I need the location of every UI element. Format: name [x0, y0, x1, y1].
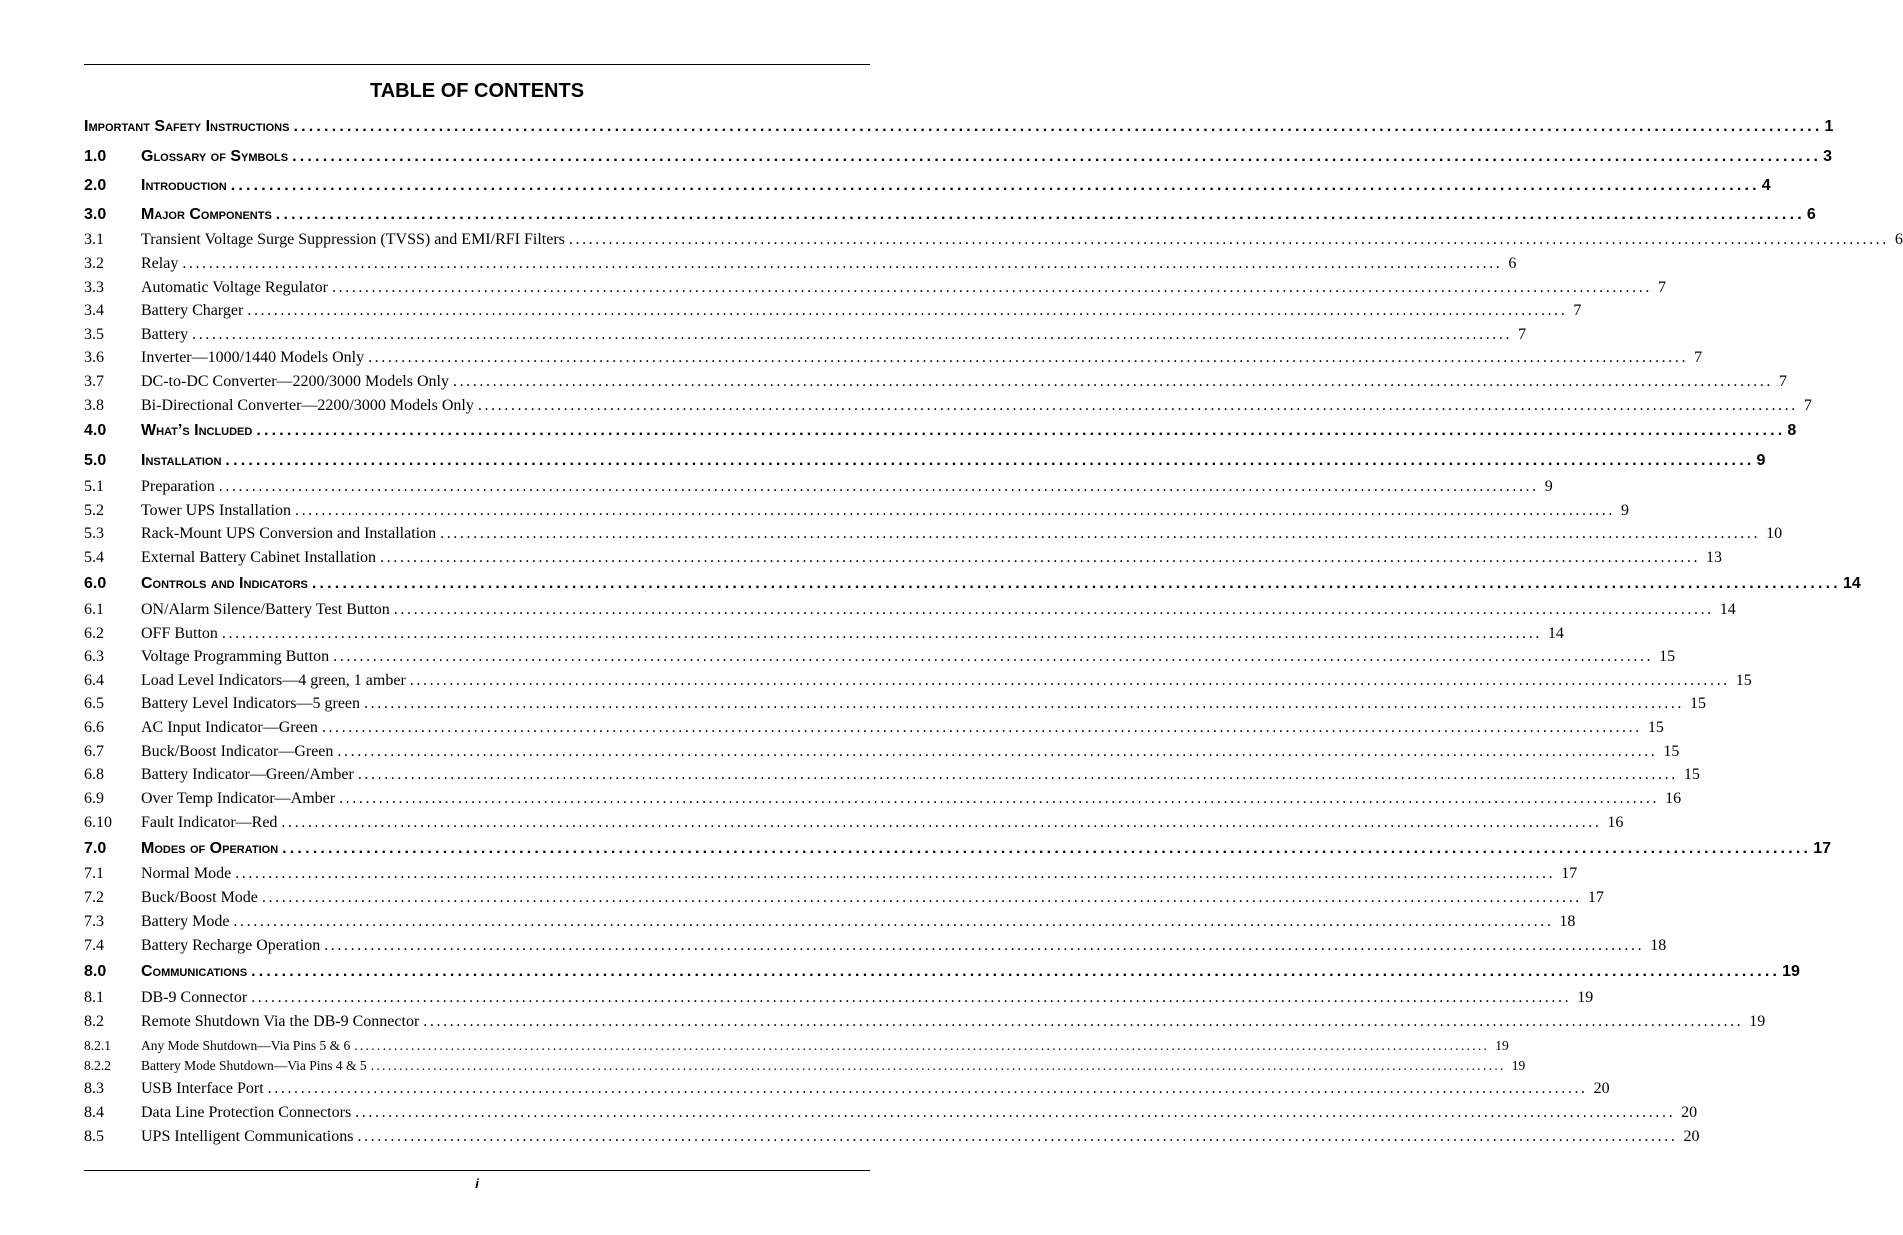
toc-entry[interactable] — [84, 116, 1834, 138]
toc-entry-number: 8.0 — [84, 963, 107, 980]
toc-entry-title: Rack-Mount UPS Conversion and Installation — [141, 525, 437, 542]
toc-entry-page: 1 — [1824, 118, 1834, 135]
dot-leader: ........................................................................................................................................................................................................ — [282, 840, 1812, 857]
dot-leader: ........................................................................................................................................................................................................ — [355, 1104, 1676, 1121]
toc-entry-page: 15 — [1690, 695, 1707, 712]
toc-entry-page: 10 — [1766, 525, 1783, 542]
toc-entry[interactable] — [84, 1036, 1509, 1056]
toc-entry-number: 6.1 — [84, 601, 104, 618]
dot-leader: ........................................................................................................................................................................................................ — [339, 790, 1660, 807]
toc-entry-page: 15 — [1683, 766, 1700, 783]
page-title: TABLE OF CONTENTS — [369, 80, 585, 102]
toc-entry-title: Controls and Indicators — [141, 575, 308, 592]
toc-entry[interactable] — [84, 670, 1752, 692]
toc-entry-number: 3.2 — [84, 255, 104, 272]
dot-leader: ........................................................................................................................................................................................................ — [477, 397, 1798, 414]
toc-entry-page: 7 — [1657, 279, 1666, 296]
toc-entry-number: 7.0 — [84, 840, 107, 857]
dot-leader: ........................................................................................................................................................................................................ — [293, 118, 1823, 135]
toc-entry-page: 20 — [1593, 1080, 1610, 1097]
toc-entry-number: 8.4 — [84, 1104, 104, 1121]
toc-entry[interactable] — [84, 347, 1703, 369]
toc-entry-title: Any Mode Shutdown—Via Pins 5 & 6 — [141, 1038, 351, 1053]
toc-entry-number: 3.6 — [84, 349, 104, 366]
toc-entry-number: 8.5 — [84, 1128, 104, 1145]
toc-entry[interactable] — [84, 599, 1736, 621]
toc-entry-number: 6.7 — [84, 743, 104, 760]
dot-leader: ........................................................................................................................................................................................................ — [357, 766, 1678, 783]
dot-leader: ........................................................................................................................................................................................................ — [261, 889, 1582, 906]
dot-leader: ........................................................................................................................................................................................................ — [292, 148, 1822, 165]
toc-entry[interactable] — [84, 253, 1517, 275]
dot-leader: ........................................................................................................................................................................................................ — [182, 255, 1503, 272]
toc-entry-title: Data Line Protection Connectors — [141, 1104, 352, 1121]
toc-entry-number: 7.1 — [84, 865, 104, 882]
toc-entry-number: 2.0 — [84, 177, 107, 194]
toc-entry-number: 5.3 — [84, 525, 104, 542]
dot-leader: ........................................................................................................................................................................................................ — [256, 422, 1786, 439]
dot-leader: ........................................................................................................................................................................................................ — [370, 1058, 1506, 1073]
toc-entry-title: What’s Included — [141, 422, 253, 439]
toc-entry-number: 8.2.1 — [84, 1038, 111, 1053]
toc-entry-page: 16 — [1665, 790, 1682, 807]
toc-entry[interactable] — [84, 987, 1594, 1009]
toc-entry-page: 7 — [1518, 326, 1527, 343]
toc-entry-number: 8.2 — [84, 1013, 104, 1030]
dot-leader: ........................................................................................................................................................................................................ — [233, 913, 1554, 930]
toc-entry-title: UPS Intelligent Communications — [141, 1128, 354, 1145]
toc-entry[interactable] — [84, 764, 1700, 786]
toc-entry[interactable] — [84, 300, 1582, 322]
toc-entry[interactable] — [84, 500, 1629, 522]
toc-entry-number: 7.2 — [84, 889, 104, 906]
toc-entry-page: 19 — [1511, 1058, 1526, 1073]
toc-entry-title: Battery — [141, 326, 189, 343]
toc-entry-page: 6 — [1806, 206, 1816, 223]
toc-entry-number: 3.7 — [84, 373, 104, 390]
toc-entry-page: 7 — [1573, 302, 1582, 319]
dot-leader: ........................................................................................................................................................................................................ — [324, 937, 1645, 954]
toc-entry-number: 8.2.2 — [84, 1058, 111, 1073]
toc-entry-page: 7 — [1694, 349, 1703, 366]
toc-entry-page: 19 — [1782, 963, 1800, 980]
toc-entry-number: 6.6 — [84, 719, 104, 736]
toc-entry-title: Over Temp Indicator—Amber — [141, 790, 336, 807]
toc-entry[interactable] — [84, 547, 1723, 569]
dot-leader: ........................................................................................................................................................................................................ — [267, 1080, 1588, 1097]
toc-entry-number: 3.1 — [84, 231, 104, 248]
top-rule — [84, 64, 870, 65]
toc-entry-page: 19 — [1577, 989, 1594, 1006]
toc-entry[interactable] — [84, 838, 1831, 860]
toc-entry-title: OFF Button — [141, 625, 218, 642]
toc-entry[interactable] — [84, 911, 1576, 933]
toc-entry-page: 13 — [1706, 549, 1723, 566]
toc-entry[interactable] — [84, 623, 1564, 645]
toc-entry[interactable] — [84, 204, 1816, 226]
toc-entry-title: Glossary of Symbols — [141, 148, 289, 165]
toc-entry[interactable] — [84, 693, 1707, 715]
toc-entry-page: 17 — [1561, 865, 1578, 882]
toc-entry-number: 5.4 — [84, 549, 104, 566]
toc-entry-number: 4.0 — [84, 422, 107, 439]
toc-entry-page: 6 — [1894, 231, 1903, 248]
toc-entry[interactable] — [84, 717, 1664, 739]
toc-entry-page: 19 — [1495, 1038, 1509, 1053]
bottom-rule — [84, 1170, 870, 1171]
dot-leader: ........................................................................................................................................................................................................ — [393, 601, 1714, 618]
toc-entry[interactable] — [84, 812, 1624, 834]
toc-entry[interactable] — [84, 229, 1903, 251]
toc-entry[interactable] — [84, 1126, 1700, 1148]
toc-entry-title: Preparation — [141, 478, 215, 495]
dot-leader: ........................................................................................................................................................................................................ — [230, 177, 1760, 194]
toc-entry-number: 6.10 — [84, 814, 112, 831]
toc-entry-title: Battery Recharge Operation — [141, 937, 321, 954]
toc-entry-page: 15 — [1647, 719, 1664, 736]
toc-entry[interactable] — [84, 1011, 1766, 1033]
toc-entry[interactable] — [84, 573, 1861, 595]
toc-entry-number: 6.5 — [84, 695, 104, 712]
dot-leader: ........................................................................................................................................................................................................ — [281, 814, 1602, 831]
toc-entry-title: Modes of Operation — [141, 840, 279, 857]
toc-entry-title: Buck/Boost Mode — [141, 889, 258, 906]
toc-entry[interactable] — [84, 1056, 1526, 1076]
toc-entry[interactable] — [84, 1078, 1610, 1100]
toc-entry-title: External Battery Cabinet Installation — [141, 549, 377, 566]
toc-entry-number: 5.0 — [84, 452, 107, 469]
toc-entry-title: Remote Shutdown Via the DB-9 Connector — [141, 1013, 420, 1030]
toc-entry-title: Load Level Indicators—4 green, 1 amber — [141, 672, 406, 689]
toc-entry-title: Inverter—1000/1440 Models Only — [141, 349, 365, 366]
toc-entry-title: Transient Voltage Surge Suppression (TVSS) and EMI/RFI Filters — [141, 231, 565, 248]
toc-entry[interactable] — [84, 476, 1553, 498]
toc-entry-number: 6.4 — [84, 672, 104, 689]
toc-entry-page: 19 — [1749, 1013, 1766, 1030]
toc-entry-title: AC Input Indicator—Green — [141, 719, 318, 736]
dot-leader: ........................................................................................................................................................................................................ — [333, 648, 1654, 665]
dot-leader: ........................................................................................................................................................................................................ — [380, 549, 1701, 566]
toc-entry-number: 5.2 — [84, 502, 104, 519]
toc-entry-page: 9 — [1756, 452, 1766, 469]
toc-entry-title: DC-to-DC Converter—2200/3000 Models Only — [141, 373, 449, 390]
toc-entry-page: 18 — [1559, 913, 1576, 930]
toc-entry-title: DB-9 Connector — [141, 989, 248, 1006]
toc-entry-page: 16 — [1607, 814, 1624, 831]
toc-entry-page: 15 — [1735, 672, 1752, 689]
toc-entry-page: 20 — [1681, 1104, 1698, 1121]
toc-entry[interactable] — [84, 646, 1676, 668]
dot-leader: ........................................................................................................................................................................................................ — [568, 231, 1889, 248]
toc-entry[interactable] — [84, 523, 1783, 545]
toc-entry-title: Tower UPS Installation — [141, 502, 291, 519]
toc-entry[interactable] — [84, 146, 1833, 168]
toc-entry-title: Normal Mode — [141, 865, 232, 882]
toc-entry-page: 7 — [1803, 397, 1812, 414]
toc-entry-title: Battery Mode Shutdown—Via Pins 4 & 5 — [141, 1058, 367, 1073]
toc-entry-page: 15 — [1659, 648, 1676, 665]
dot-leader: ........................................................................................................................................................................................................ — [275, 206, 1805, 223]
toc-entry-title: Fault Indicator—Red — [141, 814, 278, 831]
toc-entry-title: Installation — [141, 452, 222, 469]
toc-entry[interactable] — [84, 741, 1680, 763]
toc-entry[interactable] — [84, 175, 1771, 197]
toc-entry-number: 3.5 — [84, 326, 104, 343]
dot-leader: ........................................................................................................................................................................................................ — [321, 719, 1642, 736]
dot-leader: ........................................................................................................................................................................................................ — [251, 963, 1781, 980]
toc-entry-page: 14 — [1719, 601, 1736, 618]
toc-entry-number: 3.4 — [84, 302, 104, 319]
toc-entry[interactable] — [84, 420, 1797, 442]
toc-entry[interactable] — [84, 450, 1766, 472]
toc-entry-page: 9 — [1620, 502, 1629, 519]
toc-entry[interactable] — [84, 277, 1666, 299]
dot-leader: ........................................................................................................................................................................................................ — [440, 525, 1761, 542]
toc-entry-number: 6.3 — [84, 648, 104, 665]
toc-entry-title: Buck/Boost Indicator—Green — [141, 743, 334, 760]
toc-entry-page: 20 — [1683, 1128, 1700, 1145]
toc-entry-page: 14 — [1842, 575, 1861, 592]
dot-leader: ........................................................................................................................................................................................................ — [221, 625, 1542, 642]
toc-entry-page: 15 — [1663, 743, 1680, 760]
dot-leader: ........................................................................................................................................................................................................ — [311, 575, 1841, 592]
dot-leader: ........................................................................................................................................................................................................ — [251, 989, 1572, 1006]
dot-leader: ........................................................................................................................................................................................................ — [235, 865, 1556, 882]
toc-entry[interactable] — [84, 371, 1787, 393]
toc-entry-title: USB Interface Port — [141, 1080, 264, 1097]
toc-entry-number: 6.9 — [84, 790, 104, 807]
dot-leader: ........................................................................................................................................................................................................ — [354, 1038, 1490, 1053]
toc-entry[interactable] — [84, 863, 1578, 885]
toc-entry[interactable] — [84, 788, 1682, 810]
toc-entry-page: 9 — [1544, 478, 1553, 495]
toc-entry-number: 8.1 — [84, 989, 104, 1006]
dot-leader: ........................................................................................................................................................................................................ — [452, 373, 1773, 390]
toc-entry-title: Battery Mode — [141, 913, 230, 930]
toc-entry[interactable] — [84, 1102, 1698, 1124]
toc-entry-number: 6.8 — [84, 766, 104, 783]
dot-leader: ........................................................................................................................................................................................................ — [337, 743, 1658, 760]
toc-entry-page: 17 — [1813, 840, 1831, 857]
toc-entry-page: 4 — [1761, 177, 1771, 194]
dot-leader: ........................................................................................................................................................................................................ — [192, 326, 1513, 343]
toc-entry-number: 3.3 — [84, 279, 104, 296]
toc-entry-page: 14 — [1547, 625, 1564, 642]
dot-leader: ........................................................................................................................................................................................................ — [247, 302, 1568, 319]
toc-entry-page: 3 — [1823, 148, 1833, 165]
toc-entry-title: Automatic Voltage Regulator — [141, 279, 328, 296]
toc-entry-number: 3.0 — [84, 206, 107, 223]
toc-entry[interactable] — [84, 935, 1667, 957]
dot-leader: ........................................................................................................................................................................................................ — [294, 502, 1615, 519]
toc-entry-number: 3.8 — [84, 397, 104, 414]
toc-entry-page: 7 — [1778, 373, 1787, 390]
toc-entry-title: Voltage Programming Button — [141, 648, 330, 665]
toc-entry[interactable] — [84, 961, 1800, 983]
toc-entry-number: 5.1 — [84, 478, 104, 495]
toc-entry-title: Relay — [141, 255, 179, 272]
toc-entry-title: Battery Level Indicators—5 green — [141, 695, 361, 712]
toc-entry-number: 6.0 — [84, 575, 107, 592]
toc-entry-title: Communications — [141, 963, 248, 980]
toc-entry-title: Important Safety Instructions — [84, 118, 290, 135]
dot-leader: ........................................................................................................................................................................................................ — [357, 1128, 1678, 1145]
toc-entry-page: 6 — [1508, 255, 1517, 272]
dot-leader: ........................................................................................................................................................................................................ — [225, 452, 1755, 469]
toc-entry-title: Battery Indicator—Green/Amber — [141, 766, 354, 783]
dot-leader: ........................................................................................................................................................................................................ — [423, 1013, 1744, 1030]
dot-leader: ........................................................................................................................................................................................................ — [409, 672, 1730, 689]
dot-leader: ........................................................................................................................................................................................................ — [368, 349, 1689, 366]
toc-entry[interactable] — [84, 887, 1604, 909]
toc-entry[interactable] — [84, 395, 1812, 417]
dot-leader: ........................................................................................................................................................................................................ — [364, 695, 1685, 712]
toc-entry-number: 7.3 — [84, 913, 104, 930]
dot-leader: ........................................................................................................................................................................................................ — [218, 478, 1539, 495]
toc-entry-number: 8.3 — [84, 1080, 104, 1097]
toc-entry-title: Bi-Directional Converter—2200/3000 Models Only — [141, 397, 474, 414]
toc-entry-number: 6.2 — [84, 625, 104, 642]
toc-entry-title: Major Components — [141, 206, 272, 223]
toc-entry-page: 18 — [1650, 937, 1667, 954]
toc-entry-number: 7.4 — [84, 937, 104, 954]
toc-entry-title: ON/Alarm Silence/Battery Test Button — [141, 601, 390, 618]
toc-entry-page: 17 — [1587, 889, 1604, 906]
toc-entry-title: Introduction — [141, 177, 227, 194]
toc-entry-number: 1.0 — [84, 148, 107, 165]
page-number: i — [475, 1176, 479, 1191]
dot-leader: ........................................................................................................................................................................................................ — [331, 279, 1652, 296]
toc-entry-title: Battery Charger — [141, 302, 244, 319]
toc-entry-page: 8 — [1787, 422, 1797, 439]
toc-entry[interactable] — [84, 324, 1527, 346]
